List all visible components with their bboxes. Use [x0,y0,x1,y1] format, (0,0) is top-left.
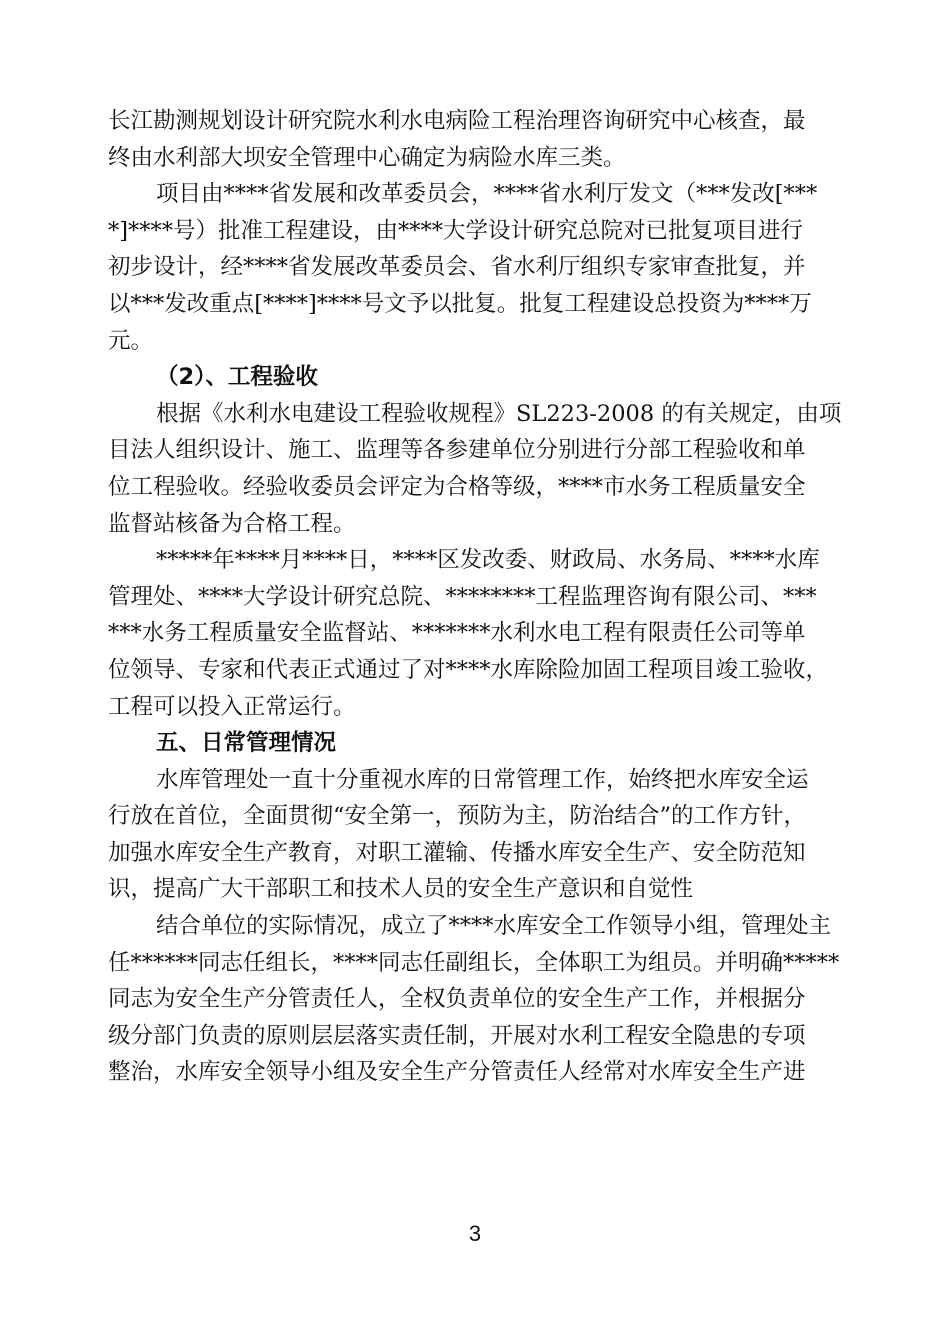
text-line: 位工程验收。经验收委员会评定为合格等级，****市水务工程质量安全 [108,473,806,500]
text-line: ***水务工程质量安全监督站、*******水利水电工程有限责任公司等单 [108,620,806,647]
text-line: 管理处、****大学设计研究总院、********工程监理咨询有限公司、*** [108,583,817,610]
text-line: *]****号）批准工程建设，由****大学设计研究总院对已批复项目进行 [108,217,804,244]
text-line: 加强水库安全生产教育，对职工灌输、传播水库安全生产、安全防范知 [108,839,806,866]
paragraph-start-line: 水库管理处一直十分重视水库的日常管理工作，始终把水库安全运 [156,766,809,793]
text-line: 位领导、专家和代表正式通过了对****水库除险加固工程项目竣工验收， [108,656,829,683]
text-line: 识，提高广大干部职工和技术人员的安全生产意识和自觉性 [108,876,694,903]
subsection-heading: （2）、工程验收 [156,364,318,391]
paragraph-start-line: 项目由****省发展和改革委员会，****省水利厅发文（***发改[*** [156,181,818,208]
paragraph-start-line: *****年****月****日，****区发改委、财政局、水务局、****水库 [156,547,820,574]
text-line: 任******同志任组长，****同志任副组长，全体职工为组员。并明确***** [108,949,840,976]
text-line: 级分部门负责的原则层层落实责任制，开展对水利工程安全隐患的专项 [108,1022,806,1049]
section-heading: 五、日常管理情况 [156,730,337,757]
text-line: 以***发改重点[****]****号文予以批复。批复工程建设总投资为****万 [108,290,812,317]
text-line: 行放在首位，全面贯彻“安全第一，预防为主，防治结合”的工作方针， [108,803,807,830]
paragraph-start-line: 结合单位的实际情况，成立了****水库安全工作领导小组，管理处主 [156,913,832,940]
text-line: 监督站核备为合格工程。 [108,510,356,537]
text-line: 长江勘测规划设计研究院水利水电病险工程治理咨询研究中心核查，最 [108,108,806,134]
paragraph-start-line: 根据《水利水电建设工程验收规程》SL223-2008 的有关规定，由项 [156,400,842,427]
text-line: 目法人组织设计、施工、监理等各参建单位分别进行分部工程验收和单 [108,437,806,464]
text-line: 初步设计，经****省发展改革委员会、省水利厅组织专家审查批复，并 [108,254,806,281]
text-line: 终由水利部大坝安全管理中心确定为病险水库三类。 [108,144,626,171]
text-line: 工程可以投入正常运行。 [108,693,356,720]
text-line: 整治，水库安全领导小组及安全生产分管责任人经常对水库安全生产进 [108,1059,806,1086]
document-body [108,103,860,1091]
text-line: 元。 [108,327,154,354]
text-line: 同志为安全生产分管责任人，全权负责单位的安全生产工作，并根据分 [108,986,806,1013]
page-number: 3 [468,1221,482,1246]
